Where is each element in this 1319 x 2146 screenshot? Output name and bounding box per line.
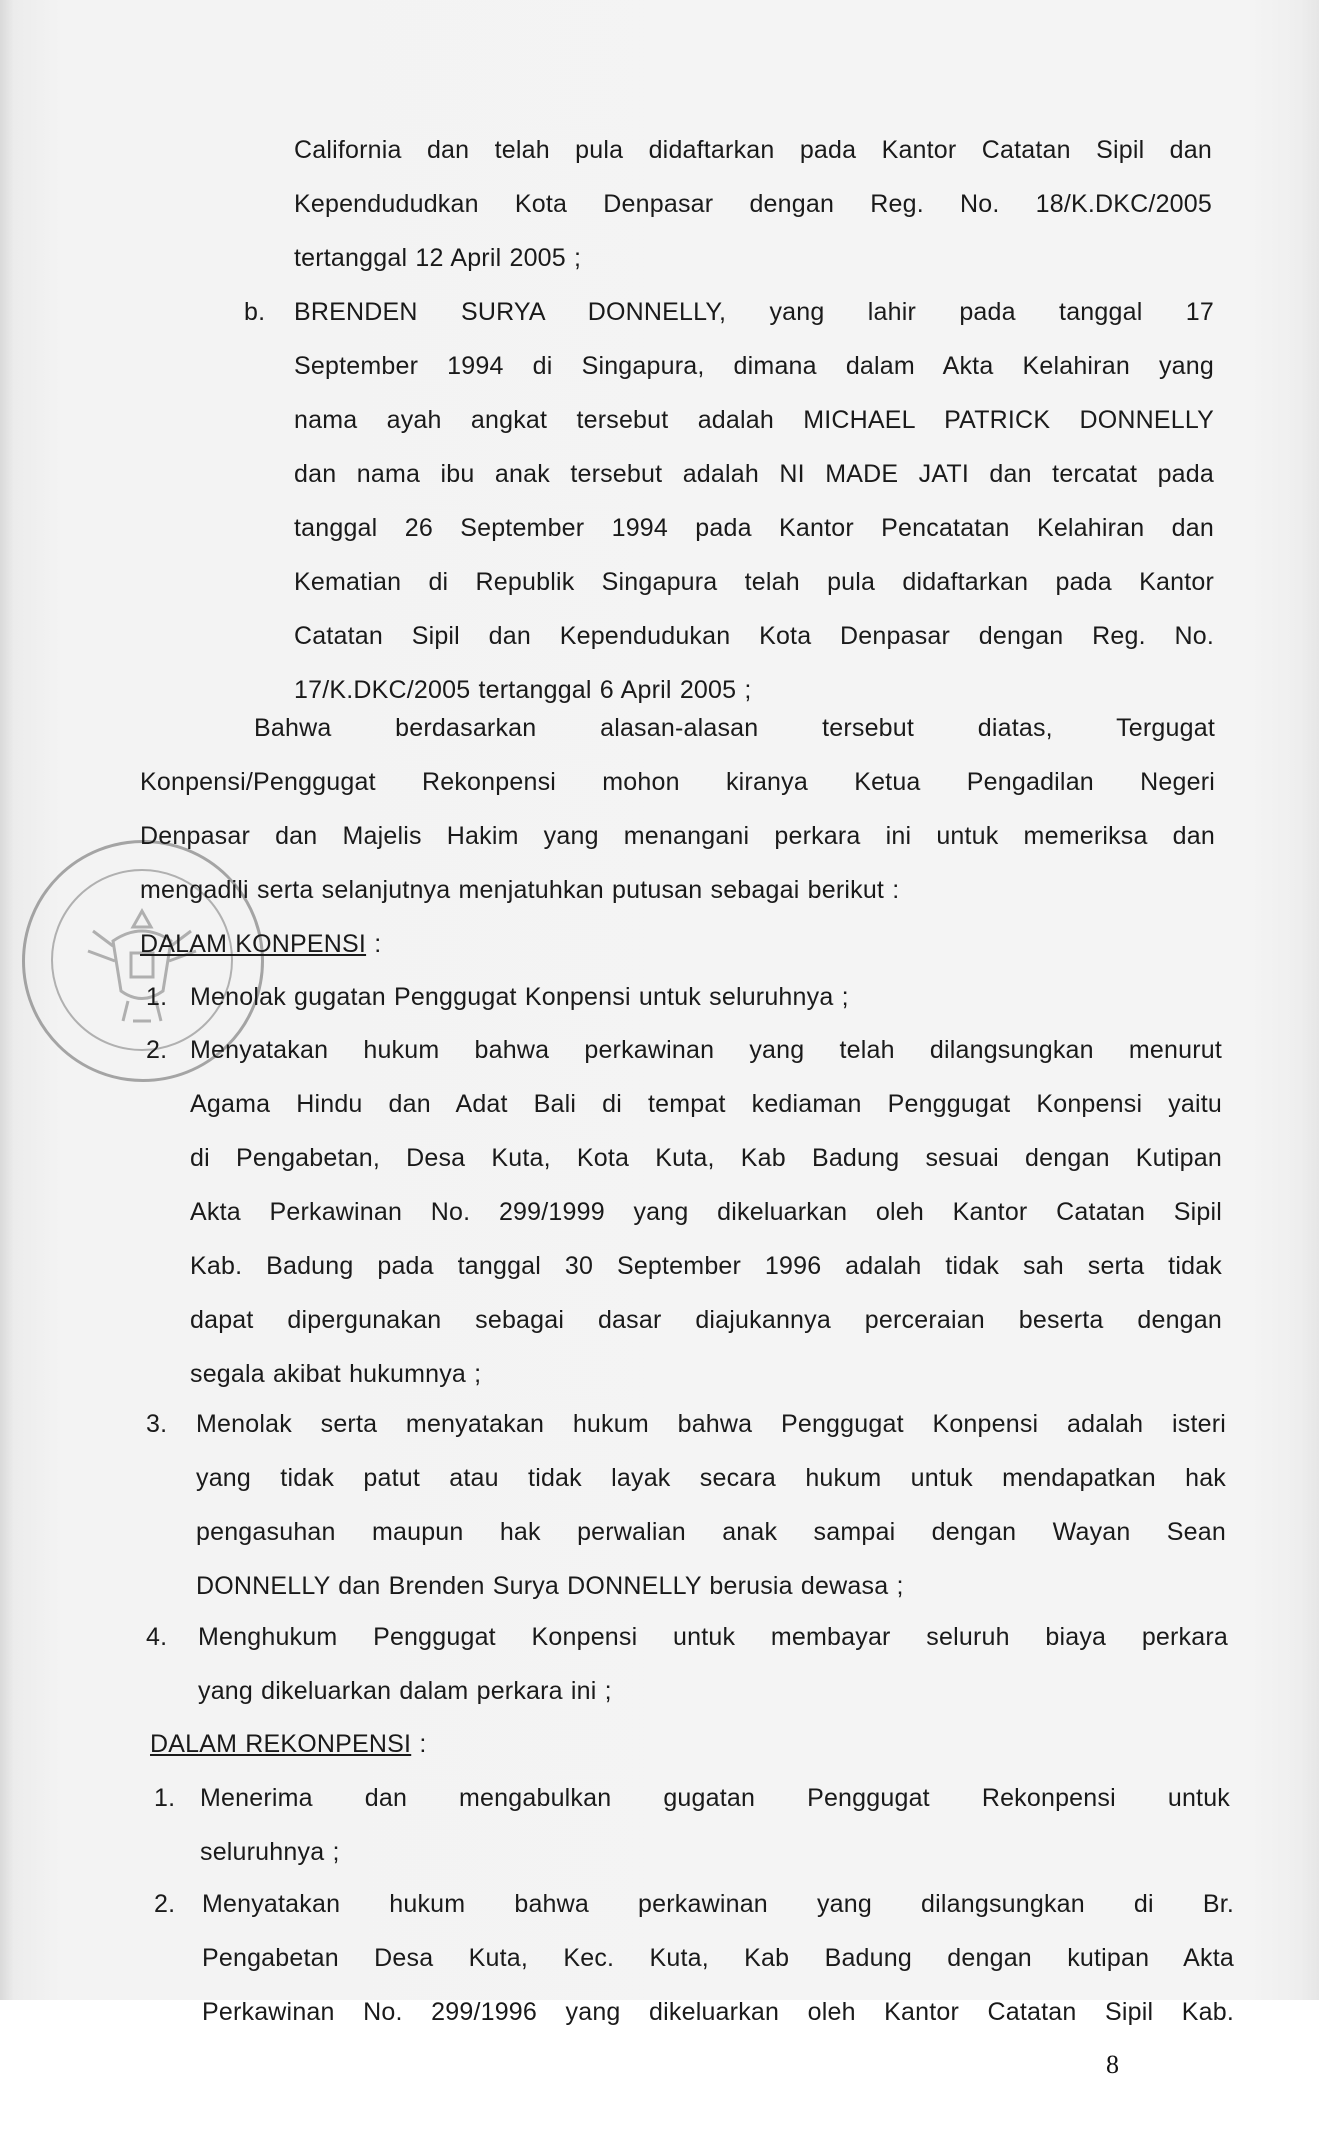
rekonpensi-item-line: Menerima dan mengabulkan gugatan Penggugat Rekonpensi untuk bbox=[200, 1784, 1230, 1812]
rekonpensi-item-line: seluruhnya ; bbox=[200, 1838, 340, 1866]
item-b-marker: b. bbox=[244, 298, 266, 326]
konpensi-item-line: yang dikeluarkan dalam perkara ini ; bbox=[198, 1677, 612, 1705]
item-b-line: Catatan Sipil dan Kependudukan Kota Denpasar dengan Reg. No. bbox=[294, 622, 1214, 650]
konpensi-item-line: Menghukum Penggugat Konpensi untuk membayar seluruh biaya perkara bbox=[198, 1623, 1228, 1651]
item-b-line: Kematian di Republik Singapura telah pula didaftarkan pada Kantor bbox=[294, 568, 1214, 596]
heading-dalam-rekonpensi bbox=[150, 1717, 427, 1771]
item-b-line: BRENDEN SURYA DONNELLY, yang lahir pada tanggal 17 bbox=[294, 298, 1214, 326]
heading-colon: : bbox=[366, 930, 382, 958]
rekonpensi-item-line: Pengabetan Desa Kuta, Kec. Kuta, Kab Badung dengan kutipan Akta bbox=[202, 1944, 1234, 1972]
paragraph-line: Konpensi/Penggugat Rekonpensi mohon kiranya Ketua Pengadilan Negeri bbox=[140, 768, 1215, 796]
konpensi-item-line: Akta Perkawinan No. 299/1999 yang dikeluarkan oleh Kantor Catatan Sipil bbox=[190, 1198, 1222, 1226]
item-a-line: tertanggal 12 April 2005 ; bbox=[294, 244, 582, 272]
rekonpensi-item-number: 1. bbox=[154, 1784, 176, 1812]
item-b-line: dan nama ibu anak tersebut adalah NI MADE JATI dan tercatat pada bbox=[294, 460, 1214, 488]
konpensi-item-line: Menolak serta menyatakan hukum bahwa Penggugat Konpensi adalah isteri bbox=[196, 1410, 1226, 1438]
bahwa-paragraph bbox=[140, 701, 1215, 917]
konpensi-item-line: yang tidak patut atau tidak layak secara hukum untuk mendapatkan hak bbox=[196, 1464, 1226, 1492]
konpensi-item bbox=[190, 1023, 1222, 1401]
paragraph-line: mengadili serta selanjutnya menjatuhkan putusan sebagai berikut : bbox=[140, 876, 900, 904]
konpensi-item-number: 1. bbox=[146, 983, 168, 1011]
konpensi-item-line: dapat dipergunakan sebagai dasar diajukannya perceraian beserta dengan bbox=[190, 1306, 1222, 1334]
item-a-continuation bbox=[294, 123, 1212, 285]
rekonpensi-item-line: Menyatakan hukum bahwa perkawinan yang dilangsungkan di Br. bbox=[202, 1890, 1234, 1918]
konpensi-item-line: DONNELLY dan Brenden Surya DONNELLY berusia dewasa ; bbox=[196, 1572, 904, 1600]
konpensi-item-line: Menolak gugatan Penggugat Konpensi untuk seluruhnya ; bbox=[190, 983, 849, 1011]
item-b bbox=[294, 285, 1214, 717]
item-b-line: September 1994 di Singapura, dimana dalam Akta Kelahiran yang bbox=[294, 352, 1214, 380]
rekonpensi-item bbox=[202, 1877, 1234, 2039]
heading-colon: : bbox=[411, 1730, 427, 1758]
konpensi-item-line: pengasuhan maupun hak perwalian anak sampai dengan Wayan Sean bbox=[196, 1518, 1226, 1546]
rekonpensi-item-number: 2. bbox=[154, 1890, 176, 1918]
paragraph-line: Bahwa berdasarkan alasan-alasan tersebut diatas, Tergugat bbox=[254, 714, 1215, 742]
konpensi-item bbox=[190, 970, 1220, 1024]
konpensi-item-line: Menyatakan hukum bahwa perkawinan yang telah dilangsungkan menurut bbox=[190, 1036, 1222, 1064]
page-number: 8 bbox=[1106, 2050, 1119, 2079]
item-b-line: 17/K.DKC/2005 tertanggal 6 April 2005 ; bbox=[294, 676, 752, 704]
konpensi-item-number: 2. bbox=[146, 1036, 168, 1064]
item-b-line: nama ayah angkat tersebut adalah MICHAEL PATRICK DONNELLY bbox=[294, 406, 1214, 434]
konpensi-item-number: 4. bbox=[146, 1623, 168, 1651]
konpensi-item-number: 3. bbox=[146, 1410, 168, 1438]
rekonpensi-item-line: Perkawinan No. 299/1996 yang dikeluarkan oleh Kantor Catatan Sipil Kab. bbox=[202, 1998, 1234, 2026]
rekonpensi-item bbox=[200, 1771, 1230, 1879]
item-a-line: Kependududkan Kota Denpasar dengan Reg. No. 18/K.DKC/2005 bbox=[294, 190, 1212, 218]
heading-dalam-konpensi bbox=[140, 917, 381, 971]
item-b-line: tanggal 26 September 1994 pada Kantor Pencatatan Kelahiran dan bbox=[294, 514, 1214, 542]
heading-text: DALAM REKONPENSI bbox=[150, 1730, 412, 1758]
paragraph-line: Denpasar dan Majelis Hakim yang menangani perkara ini untuk memeriksa dan bbox=[140, 822, 1215, 850]
heading-text: DALAM KONPENSI bbox=[140, 930, 367, 958]
konpensi-item-line: Kab. Badung pada tanggal 30 September 1996 adalah tidak sah serta tidak bbox=[190, 1252, 1222, 1280]
item-a-line: California dan telah pula didaftarkan pada Kantor Catatan Sipil dan bbox=[294, 136, 1212, 164]
konpensi-item-line: di Pengabetan, Desa Kuta, Kota Kuta, Kab Badung sesuai dengan Kutipan bbox=[190, 1144, 1222, 1172]
konpensi-item-line: segala akibat hukumnya ; bbox=[190, 1360, 482, 1388]
konpensi-item-line: Agama Hindu dan Adat Bali di tempat kediaman Penggugat Konpensi yaitu bbox=[190, 1090, 1222, 1118]
konpensi-item bbox=[198, 1610, 1228, 1718]
konpensi-item bbox=[196, 1397, 1226, 1613]
